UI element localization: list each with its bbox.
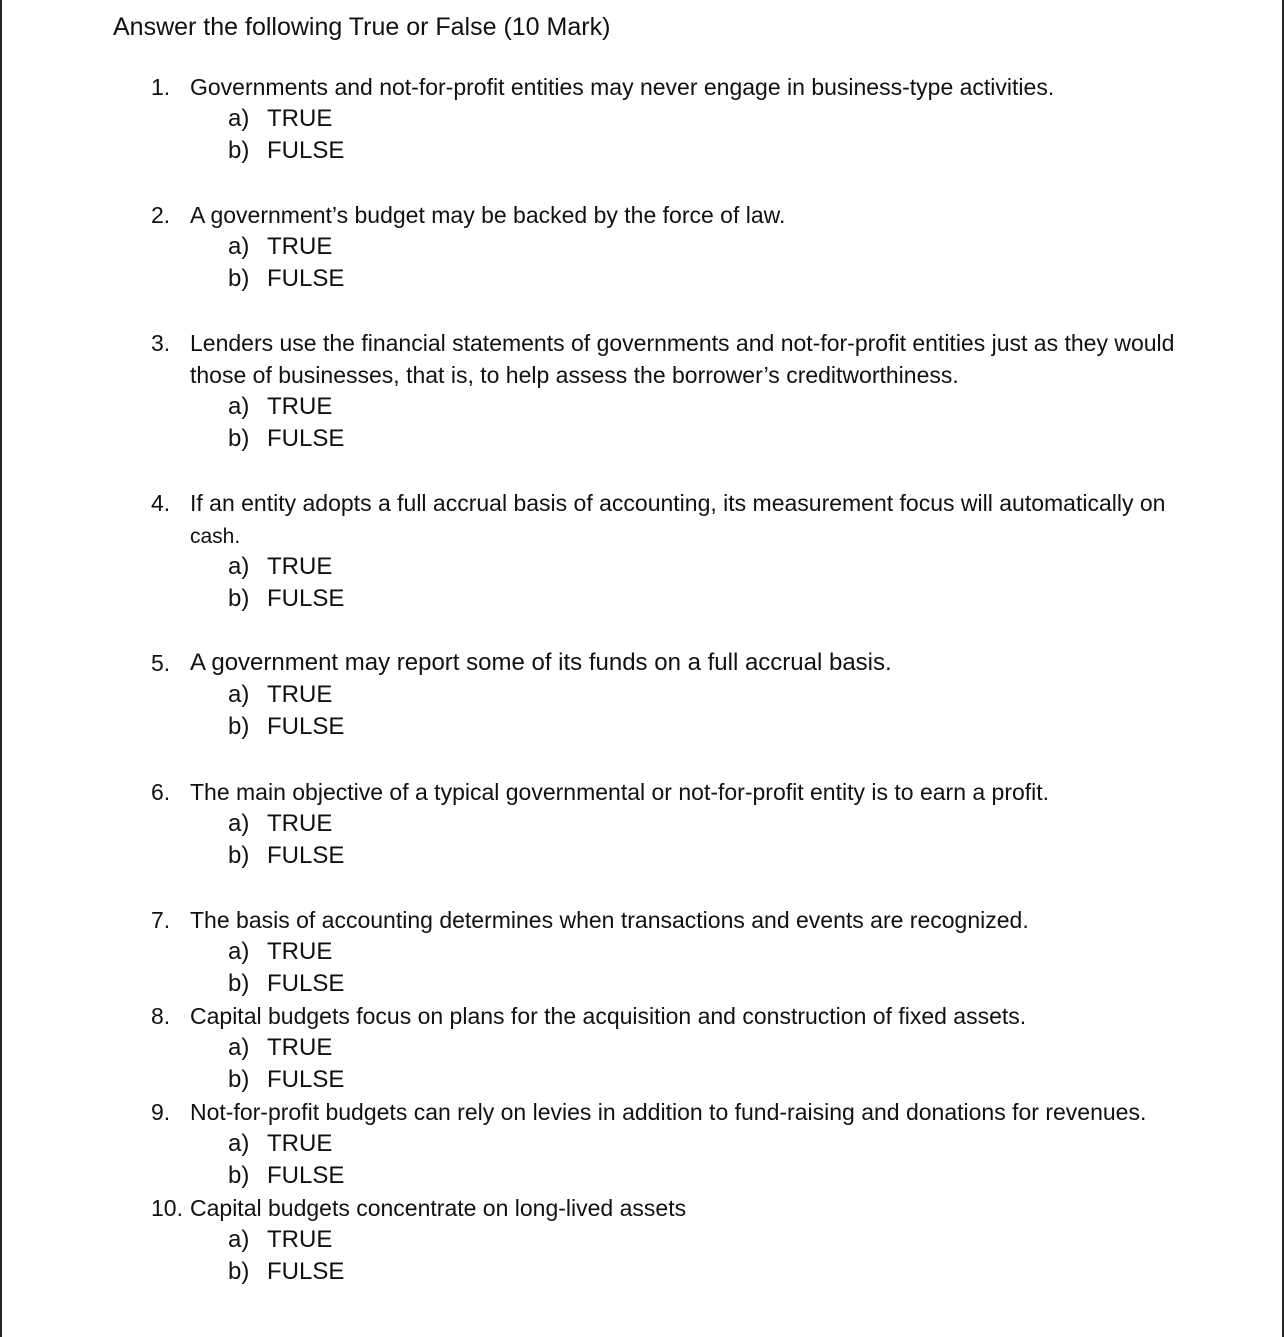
question-number: 9. bbox=[151, 1099, 171, 1125]
option-label: FULSE bbox=[267, 265, 345, 292]
option-label: TRUE bbox=[267, 810, 333, 837]
option-letter: a) bbox=[228, 810, 250, 837]
question-text: Capital budgets focus on plans for the acquisition and construction of fixed assets. bbox=[190, 1003, 1027, 1029]
question-text: Lenders use the financial statements of governments and not-for-profit entities just as they would bbox=[190, 330, 1175, 356]
question-text: A government’s budget may be backed by the force of law. bbox=[190, 202, 786, 228]
option-label: FULSE bbox=[267, 713, 345, 740]
option-label: TRUE bbox=[267, 233, 333, 260]
question-text: Governments and not-for-profit entities may never engage in business-type activities. bbox=[190, 74, 1055, 100]
question-text: A government may report some of its funds on a full accrual basis. bbox=[190, 649, 892, 676]
option-label: TRUE bbox=[267, 393, 333, 420]
question-number: 2. bbox=[151, 202, 171, 228]
option-letter: a) bbox=[228, 681, 250, 708]
option-label: FULSE bbox=[267, 970, 345, 997]
option-letter: a) bbox=[228, 105, 250, 132]
option-label: FULSE bbox=[267, 1066, 345, 1093]
option-letter: a) bbox=[228, 1226, 250, 1253]
question-number: 3. bbox=[151, 330, 171, 356]
option-label: TRUE bbox=[267, 1034, 333, 1061]
option-letter: b) bbox=[228, 970, 250, 997]
option-letter: a) bbox=[228, 233, 250, 260]
option-letter: b) bbox=[228, 425, 250, 452]
option-label: FULSE bbox=[267, 1258, 345, 1285]
question-number: 8. bbox=[151, 1003, 171, 1029]
option-label: FULSE bbox=[267, 585, 345, 612]
option-letter: b) bbox=[228, 713, 250, 740]
option-letter: a) bbox=[228, 938, 250, 965]
question-number: 4. bbox=[151, 490, 171, 516]
question-number: 10. bbox=[151, 1195, 183, 1221]
option-label: TRUE bbox=[267, 938, 333, 965]
option-letter: b) bbox=[228, 585, 250, 612]
option-label: TRUE bbox=[267, 553, 333, 580]
option-letter: a) bbox=[228, 1130, 250, 1157]
option-label: FULSE bbox=[267, 425, 345, 452]
question-number: 1. bbox=[151, 74, 171, 100]
question-number: 5. bbox=[151, 650, 171, 676]
option-label: FULSE bbox=[267, 137, 345, 164]
question-text-continued: those of businesses, that is, to help assess the borrower’s creditworthiness. bbox=[190, 362, 959, 388]
option-label: FULSE bbox=[267, 842, 345, 869]
question-text: If an entity adopts a full accrual basis of accounting, its measurement focus will automatically on bbox=[190, 490, 1166, 516]
option-label: TRUE bbox=[267, 1226, 333, 1253]
option-letter: a) bbox=[228, 393, 250, 420]
option-label: TRUE bbox=[267, 105, 333, 132]
page-border-left bbox=[0, 0, 2, 1337]
option-label: TRUE bbox=[267, 681, 333, 708]
question-text-continued bbox=[190, 519, 1200, 553]
question-text-line2: cash. bbox=[190, 525, 241, 548]
question-text: Capital budgets concentrate on long-lived assets bbox=[190, 1195, 687, 1221]
option-letter: b) bbox=[228, 1258, 250, 1285]
option-label: FULSE bbox=[267, 1162, 345, 1189]
question-number: 7. bbox=[151, 907, 171, 933]
option-letter: b) bbox=[228, 1162, 250, 1189]
option-label: TRUE bbox=[267, 1130, 333, 1157]
option-letter: a) bbox=[228, 1034, 250, 1061]
option-letter: a) bbox=[228, 553, 250, 580]
question-number: 6. bbox=[151, 779, 171, 805]
page-title: Answer the following True or False (10 Mark) bbox=[113, 13, 611, 41]
question-text: The basis of accounting determines when transactions and events are recognized. bbox=[190, 907, 1029, 933]
option-letter: b) bbox=[228, 1066, 250, 1093]
option-letter: b) bbox=[228, 265, 250, 292]
option-letter: b) bbox=[228, 842, 250, 869]
question-text: The main objective of a typical governmental or not-for-profit entity is to earn a profit. bbox=[190, 779, 1050, 805]
question-text: Not-for-profit budgets can rely on levies in addition to fund-raising and donations for revenues. bbox=[190, 1099, 1147, 1125]
option-letter: b) bbox=[228, 137, 250, 164]
